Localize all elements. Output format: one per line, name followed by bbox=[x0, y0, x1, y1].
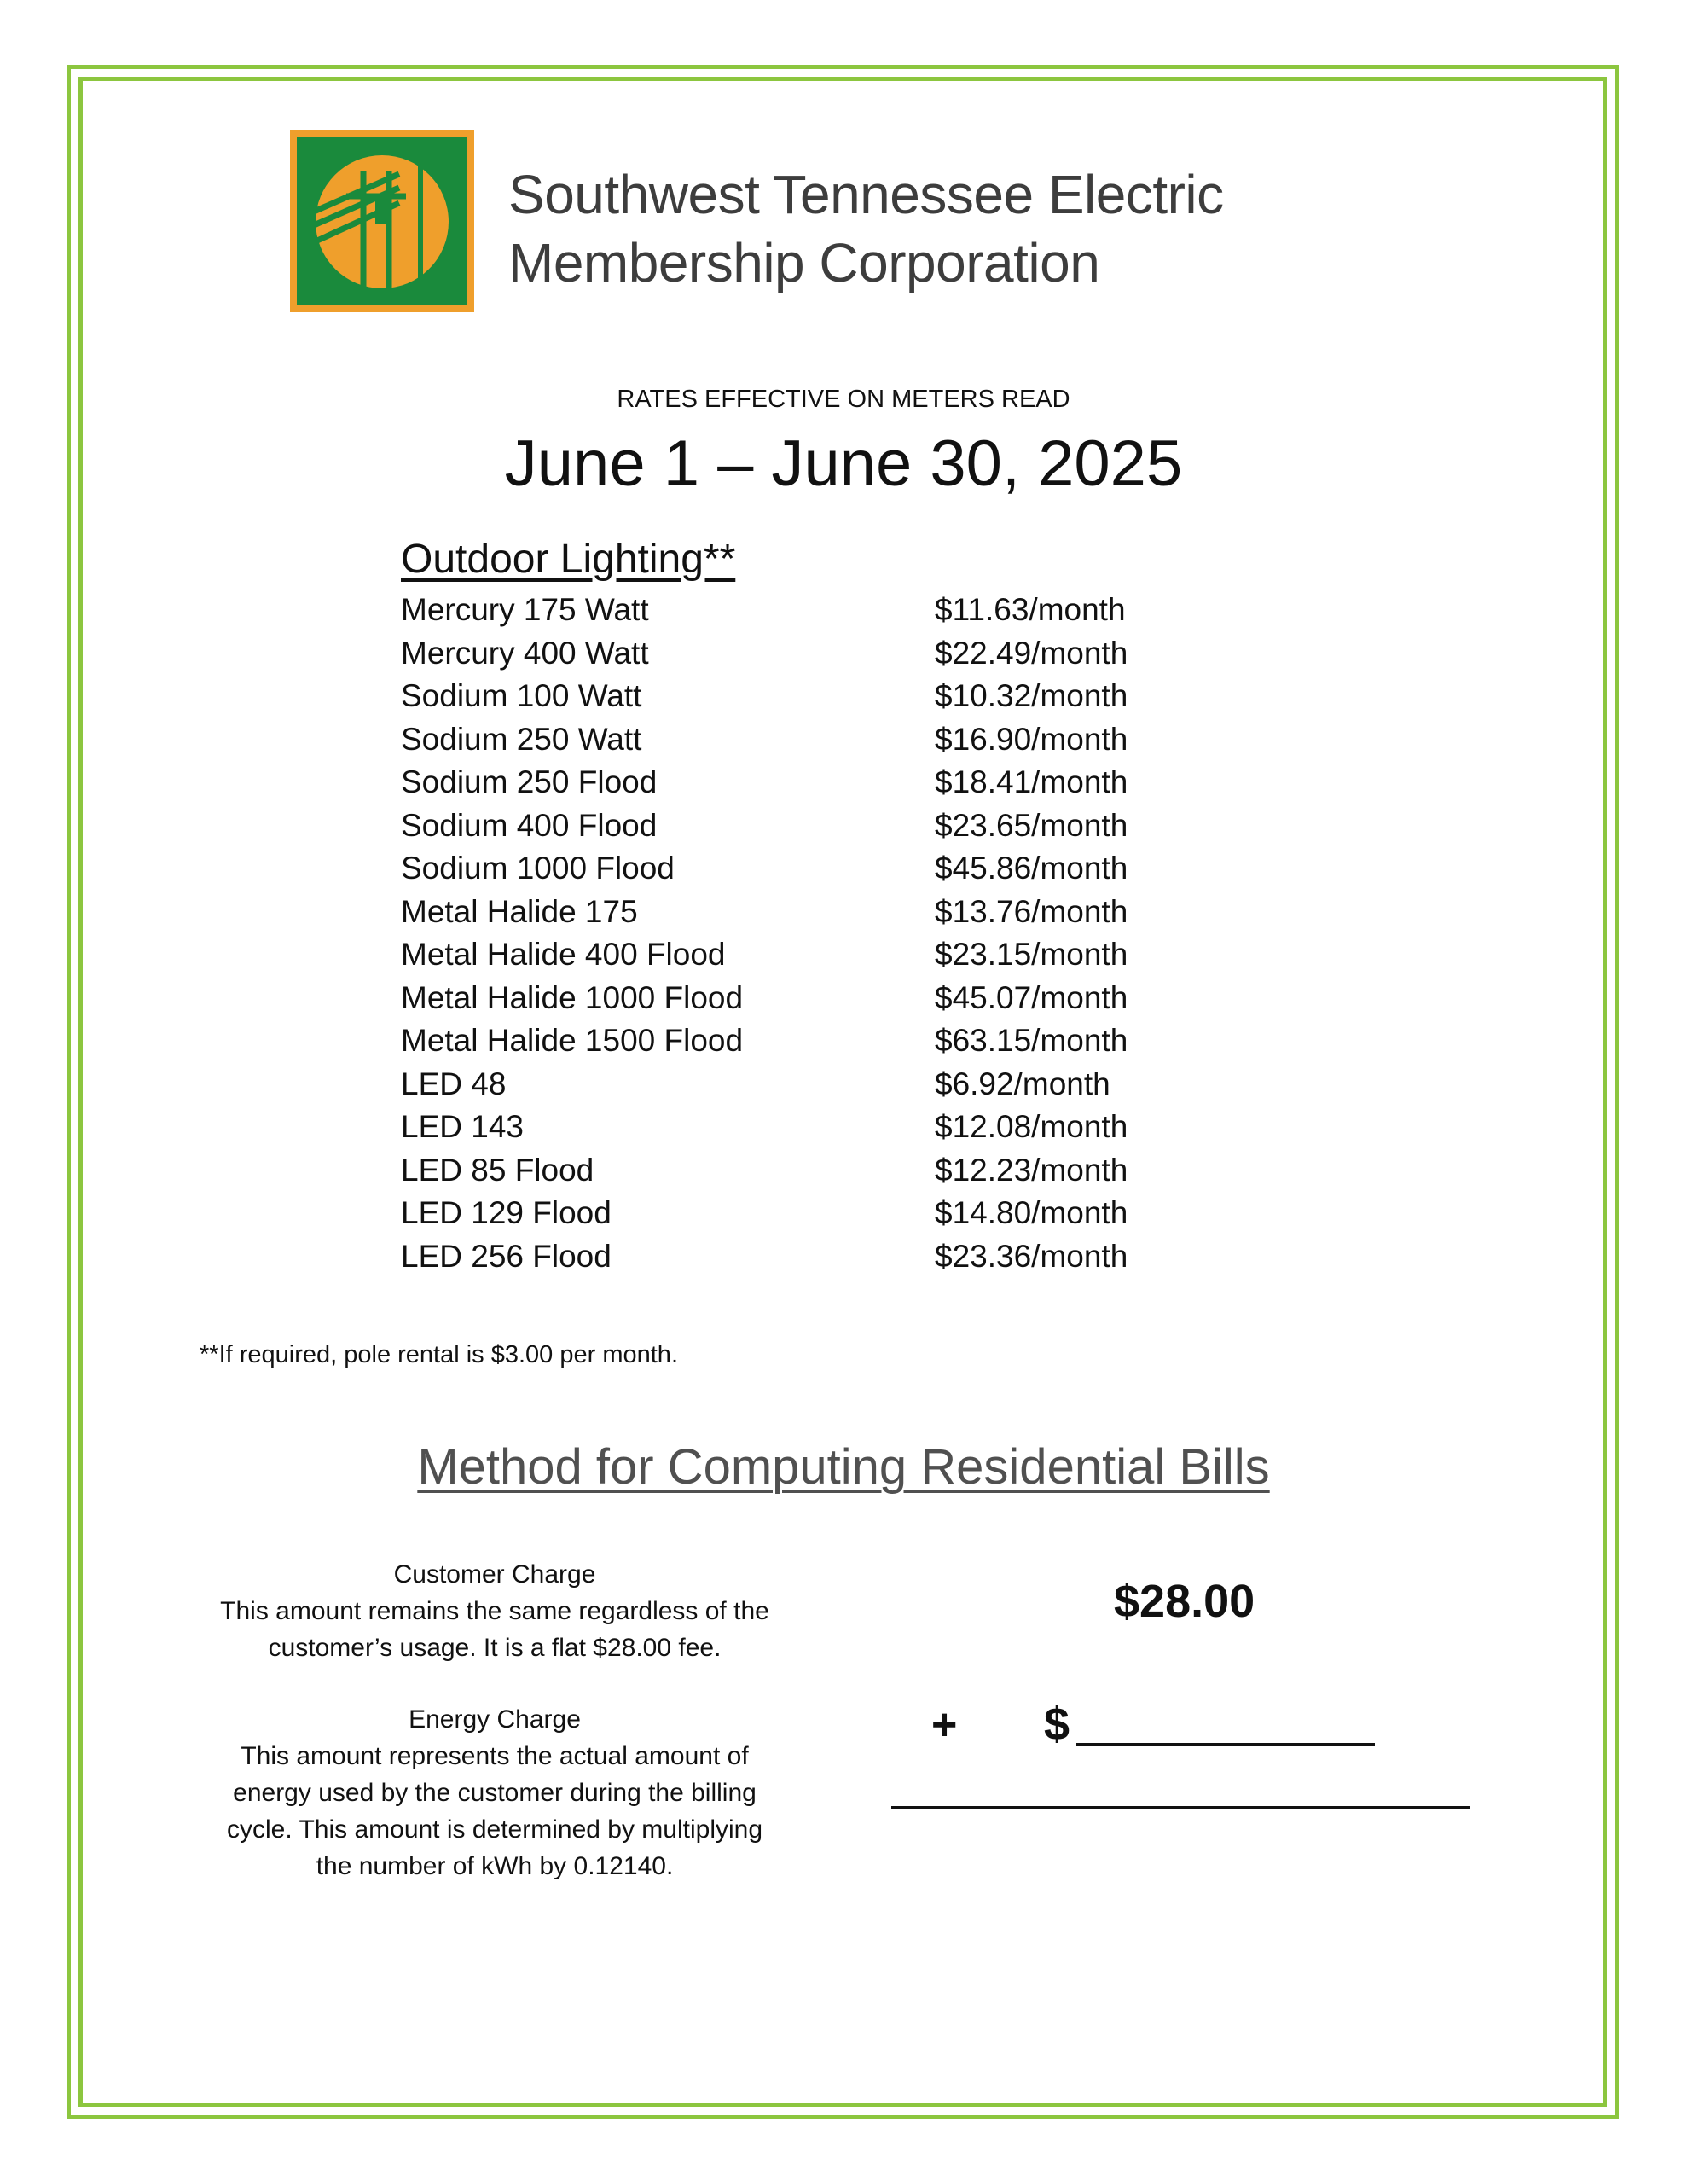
customer-charge-amount: $28.00 bbox=[1114, 1576, 1255, 1627]
rate-name: LED 143 bbox=[401, 1109, 524, 1144]
rate-row bbox=[401, 761, 1186, 804]
rate-row bbox=[401, 1063, 1186, 1107]
rate-price: $23.15/month bbox=[935, 937, 1128, 972]
rate-row bbox=[401, 847, 1186, 891]
rate-name: LED 48 bbox=[401, 1066, 507, 1101]
energy-amount-blank-line bbox=[1076, 1743, 1375, 1746]
rate-name: LED 129 Flood bbox=[401, 1195, 612, 1230]
outdoor-lighting-heading: Outdoor Lighting** bbox=[401, 537, 736, 582]
rate-price: $23.36/month bbox=[935, 1238, 1128, 1274]
rate-name: Sodium 400 Flood bbox=[401, 807, 658, 843]
rate-name: Metal Halide 175 bbox=[401, 893, 638, 929]
rate-price: $63.15/month bbox=[935, 1023, 1128, 1058]
energy-charge-title: Energy Charge bbox=[409, 1705, 581, 1734]
rate-price: $11.63/month bbox=[935, 592, 1126, 627]
customer-charge-line2: customer’s usage. It is a flat $28.00 fee. bbox=[268, 1634, 722, 1662]
rate-name: Metal Halide 1000 Flood bbox=[401, 979, 744, 1015]
rate-row bbox=[401, 1235, 1186, 1279]
rate-price: $10.32/month bbox=[935, 678, 1128, 713]
energy-charge-line1: This amount represents the actual amount of bbox=[241, 1742, 749, 1770]
rate-price: $22.49/month bbox=[935, 635, 1128, 671]
rate-name: Sodium 250 Watt bbox=[401, 721, 642, 757]
rate-row bbox=[401, 632, 1186, 676]
energy-charge-description bbox=[179, 1701, 810, 1885]
rate-price: $12.08/month bbox=[935, 1109, 1128, 1144]
rate-price: $12.23/month bbox=[935, 1152, 1128, 1188]
method-heading-text: Method for Computing Residential Bills bbox=[417, 1439, 1270, 1495]
rate-row bbox=[401, 1019, 1186, 1063]
customer-charge-title: Customer Charge bbox=[393, 1560, 596, 1589]
rate-price: $13.76/month bbox=[935, 893, 1128, 929]
rate-row bbox=[401, 718, 1186, 762]
energy-charge-line3: cycle. This amount is determined by multiplying bbox=[226, 1815, 763, 1844]
method-heading bbox=[0, 1438, 1687, 1496]
rate-price: $18.41/month bbox=[935, 764, 1128, 799]
pole-rental-footnote: **If required, pole rental is $3.00 per month. bbox=[200, 1341, 678, 1368]
organization-name-line2: Membership Corporation bbox=[508, 232, 1100, 293]
rate-row bbox=[401, 1192, 1186, 1235]
rate-row bbox=[401, 1149, 1186, 1193]
power-line-sun-logo-icon bbox=[290, 130, 474, 312]
rate-name: Mercury 175 Watt bbox=[401, 592, 649, 627]
rate-price: $16.90/month bbox=[935, 721, 1128, 757]
customer-charge-line1: This amount remains the same regardless of the bbox=[220, 1597, 769, 1625]
rate-price: $14.80/month bbox=[935, 1195, 1128, 1230]
energy-dollar-sign: $ bbox=[1044, 1699, 1070, 1750]
rate-row bbox=[401, 1106, 1186, 1149]
rate-row bbox=[401, 589, 1186, 632]
rate-name: LED 256 Flood bbox=[401, 1238, 612, 1274]
rate-name: LED 85 Flood bbox=[401, 1152, 594, 1188]
effective-dates: June 1 – June 30, 2025 bbox=[504, 427, 1183, 500]
energy-charge-line2: energy used by the customer during the billing bbox=[233, 1779, 757, 1807]
rate-price: $45.07/month bbox=[935, 979, 1128, 1015]
total-line bbox=[891, 1806, 1470, 1809]
rate-name: Sodium 100 Watt bbox=[401, 678, 642, 713]
rate-row bbox=[401, 891, 1186, 934]
rate-name: Metal Halide 1500 Flood bbox=[401, 1023, 744, 1058]
rate-name: Sodium 1000 Flood bbox=[401, 851, 675, 886]
rate-name: Sodium 250 Flood bbox=[401, 764, 658, 799]
rate-name: Metal Halide 400 Flood bbox=[401, 937, 726, 972]
organization-name bbox=[508, 160, 1224, 297]
rate-price: $23.65/month bbox=[935, 807, 1128, 843]
energy-charge-line4: the number of kWh by 0.12140. bbox=[316, 1852, 674, 1880]
rate-row bbox=[401, 675, 1186, 718]
plus-sign: + bbox=[931, 1700, 958, 1750]
effective-label: RATES EFFECTIVE ON METERS READ bbox=[617, 386, 1070, 413]
customer-charge-description bbox=[179, 1556, 810, 1666]
rate-price: $6.92/month bbox=[935, 1066, 1110, 1101]
rate-name: Mercury 400 Watt bbox=[401, 635, 649, 671]
rate-price: $45.86/month bbox=[935, 851, 1128, 886]
rate-row bbox=[401, 977, 1186, 1020]
outdoor-lighting-rate-list bbox=[401, 589, 1186, 1278]
organization-name-line1: Southwest Tennessee Electric bbox=[508, 164, 1224, 225]
rate-row bbox=[401, 804, 1186, 848]
rate-row bbox=[401, 933, 1186, 977]
